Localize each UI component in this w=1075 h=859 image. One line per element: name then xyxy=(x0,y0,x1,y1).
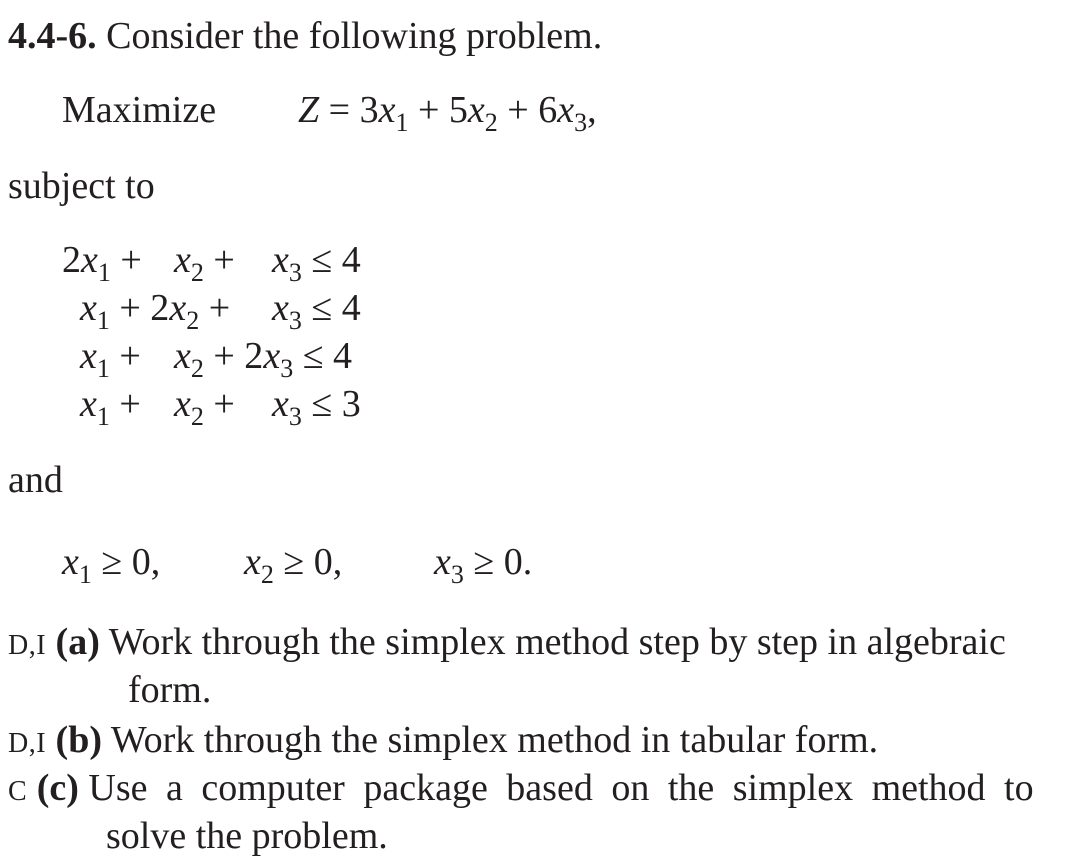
objective-label: Maximize xyxy=(62,89,217,131)
part-b xyxy=(8,718,878,766)
textbook-page: 4.4-6. Consider the following problem. Maximize $Z = 3x_1 + 5x_2 + 6x_3$, subject to $2x_1$ + $x_2$ + $x_3 \le 4$ $x_1 + 2x_2$ + $x_3 \le 4$ $x_1$ + $x_2 + 2x_3 \le 4$ $x_1$ + $x_2$ + $x_3 \le 3$ and $x_1 \ge 0$, $x_2 \ge 0$, $x_3 \ge 0$. D,I (a) Work through the simplex method step by step in algebraic form. D,I (b) Work through the simplex method in tabular form. C (c) Use a computer package based on the simplex method to solve the problem. xyxy=(0,0,1075,859)
part-b-tag: D,I xyxy=(8,728,47,759)
problem-header xyxy=(8,14,602,58)
subject-to-label: subject to xyxy=(8,165,155,207)
part-a-label: (a) xyxy=(55,621,100,663)
part-c-text-line1: Use a computer package based on the simplex method to xyxy=(88,767,1034,809)
part-c-tag: C xyxy=(8,776,28,807)
part-a xyxy=(8,620,1006,668)
part-a-text-line1: Work through the simplex method step by step in algebraic xyxy=(108,621,1006,663)
part-c-text-line2: solve the problem. xyxy=(106,815,388,857)
part-b-text-line1: Work through the simplex method in tabular form. xyxy=(110,719,879,761)
part-a-text-line2: form. xyxy=(128,669,212,711)
problem-intro: Consider the following problem. xyxy=(106,15,603,57)
part-c-label: (c) xyxy=(36,767,79,809)
objective-expression: $Z = 3x_1 + 5x_2 + 6x_3$, xyxy=(298,89,597,137)
part-b-label: (b) xyxy=(55,719,102,761)
part-a-tag: D,I xyxy=(8,630,47,661)
part-c xyxy=(8,766,1066,814)
and-label: and xyxy=(8,459,63,501)
objective-function xyxy=(62,88,597,137)
problem-number: 4.4-6. xyxy=(8,15,97,57)
